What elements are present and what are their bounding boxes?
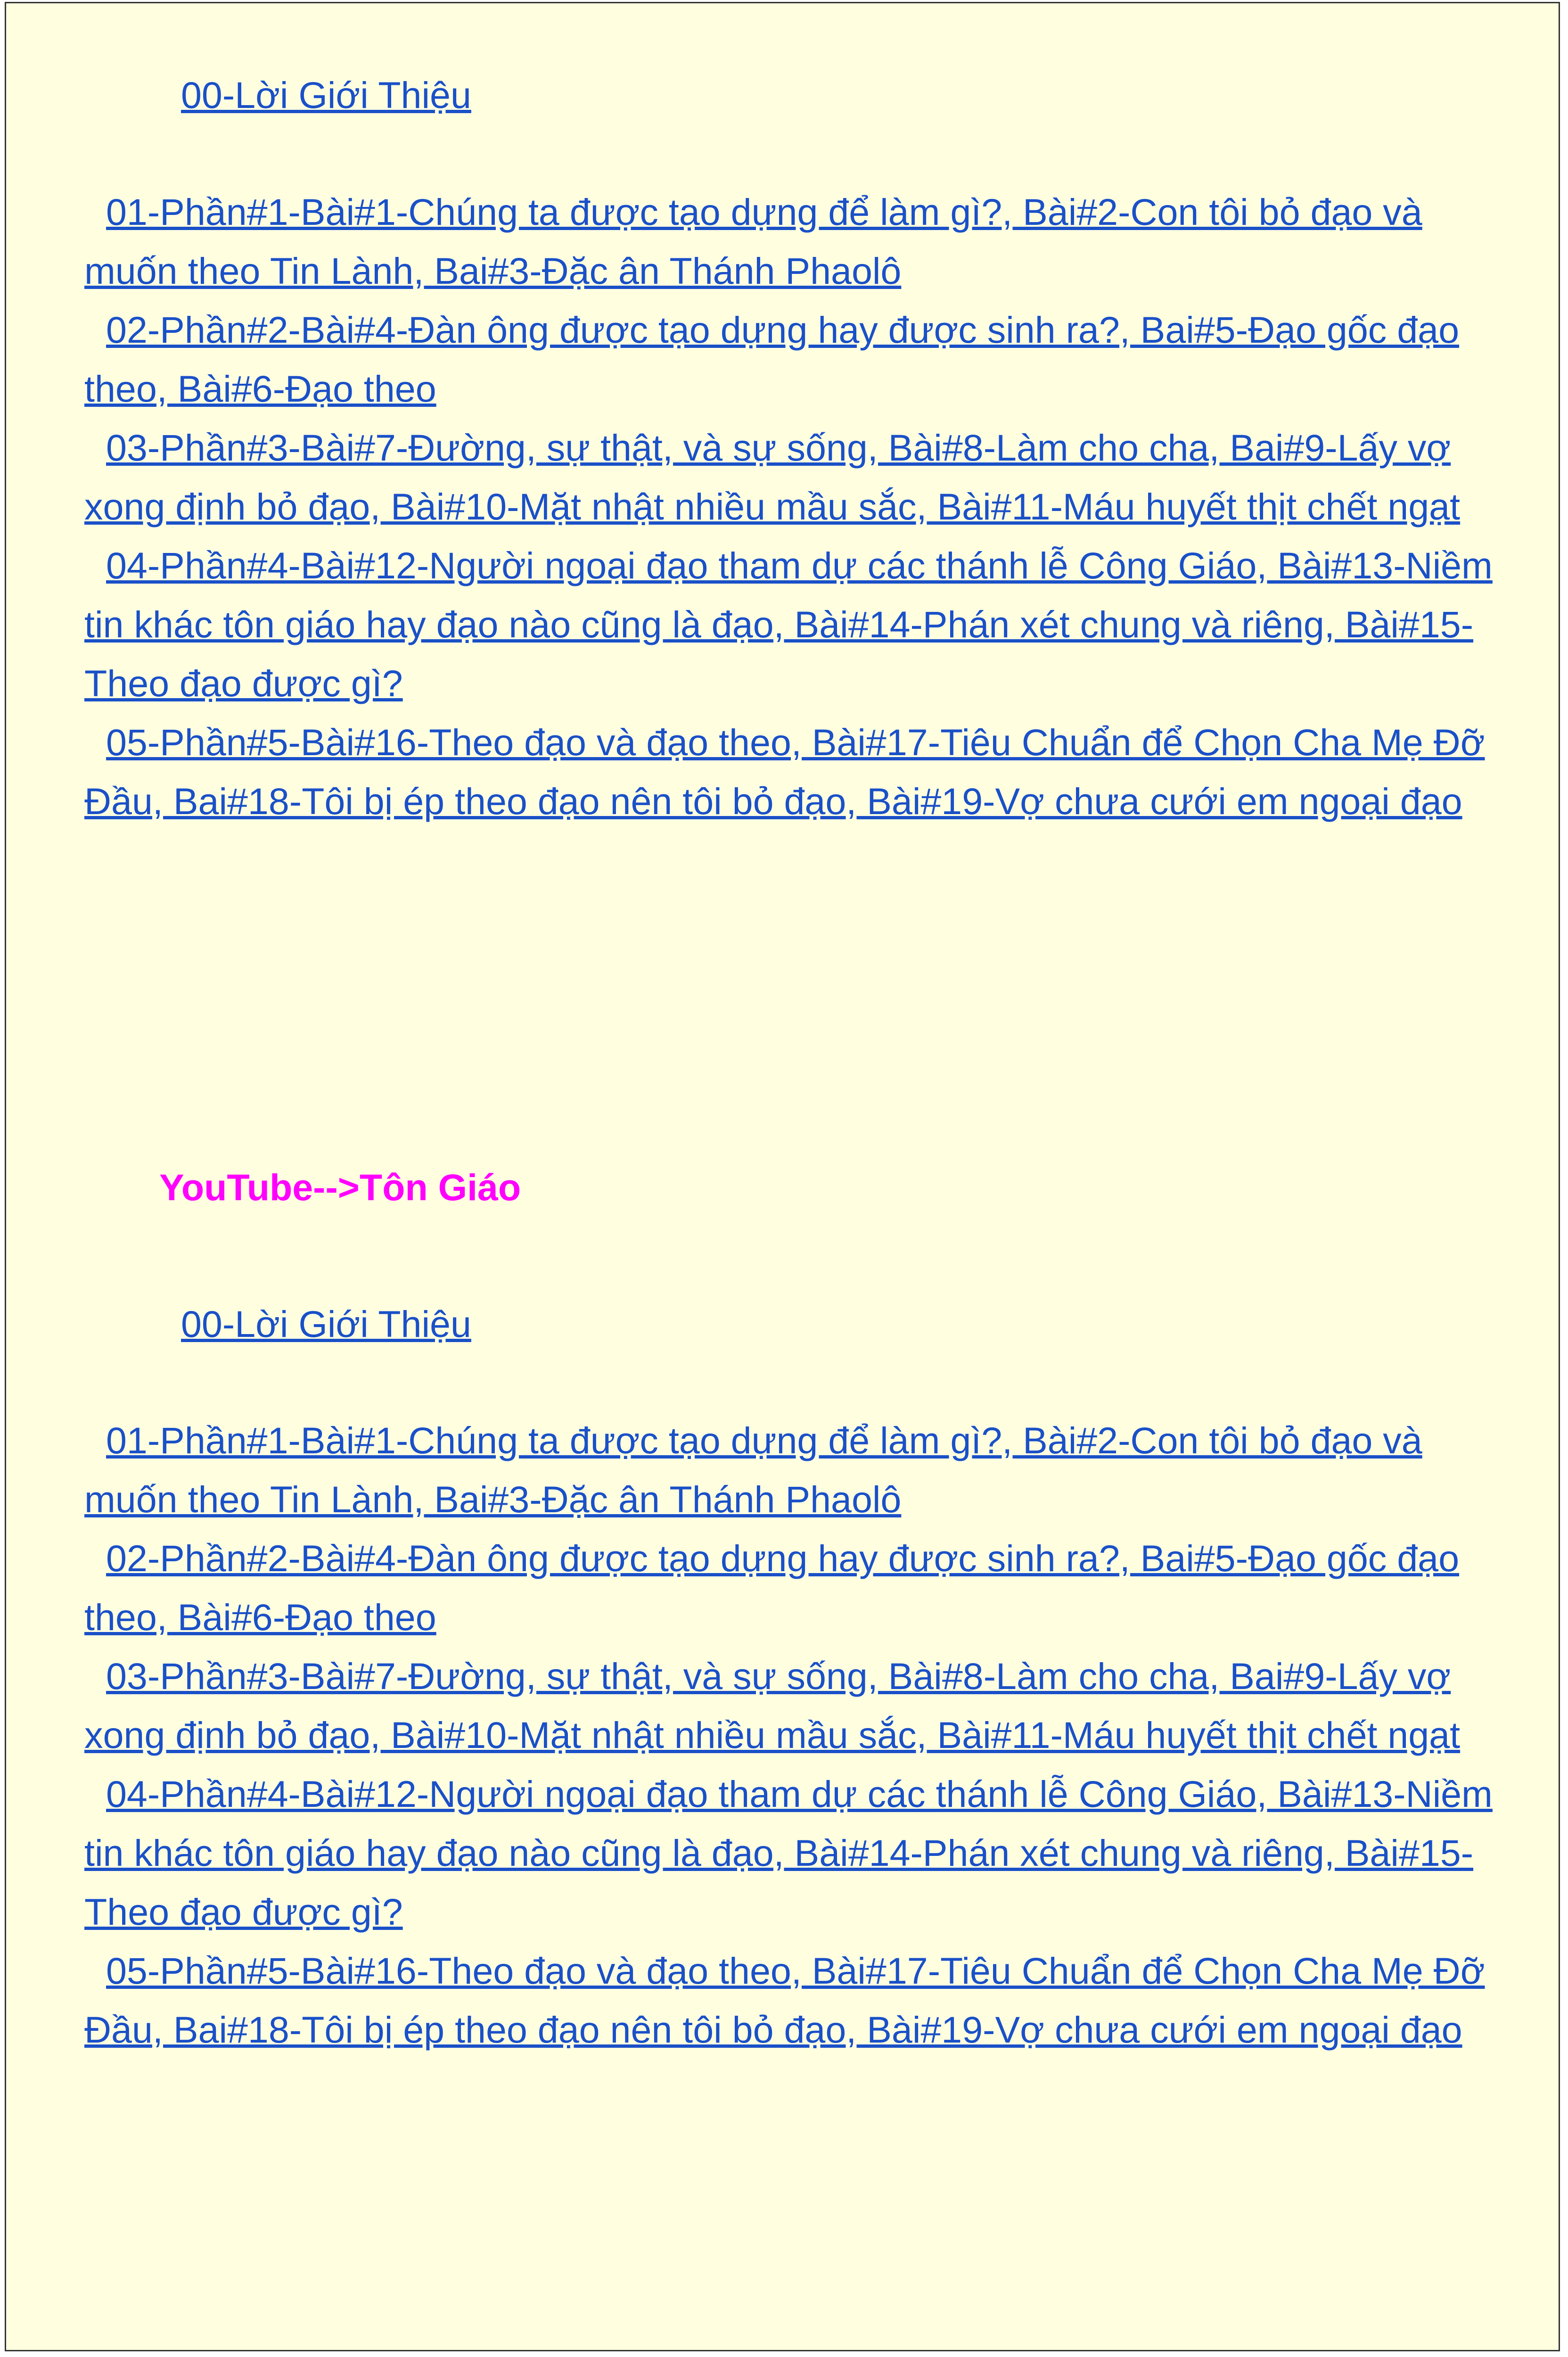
part-link-01[interactable]: 01-Phần#1-Bài#1-Chúng ta được tạo dựng để làm gì?, Bài#2-Con tôi bỏ đạo và muốn theo Tin Lành, Bai#3-Đặc ân Thánh Phaolô (84, 191, 1422, 292)
intro-link[interactable]: 00-Lời Giới Thiệu (181, 74, 471, 116)
part-link-04[interactable]: 04-Phần#4-Bài#12-Người ngoại đạo tham dự các thánh lễ Công Giáo, Bài#13-Niềm tin khác tôn giáo hay đạo nào cũng là đạo, Bài#14-Phán xét chung và riêng, Bài#15-Theo đạo được gì? (84, 544, 1493, 704)
part-link-03[interactable]: 03-Phần#3-Bài#7-Đường, sự thật, và sự sống, Bài#8-Làm cho cha, Bai#9-Lấy vợ xong định bỏ đạo, Bài#10-Mặt nhật nhiều mầu sắc, Bài#11-Máu huyết thịt chết ngạt (84, 427, 1461, 527)
part-link-05[interactable]: 05-Phần#5-Bài#16-Theo đạo và đạo theo, Bài#17-Tiêu Chuẩn để Chọn Cha Mẹ Đỡ Đầu, Bai#18-Tôi bị ép theo đạo nên tôi bỏ đạo, Bài#19-Vợ chưa cưới em ngoại đạo (84, 721, 1485, 822)
part-link-01[interactable]: 01-Phần#1-Bài#1-Chúng ta được tạo dựng để làm gì?, Bài#2-Con tôi bỏ đạo và muốn theo Tin Lành, Bai#3-Đặc ân Thánh Phaolô (84, 1419, 1422, 1520)
page-panel (5, 2, 1560, 2351)
part-list (84, 182, 1498, 831)
part-list (84, 1411, 1498, 2059)
part-link-04[interactable]: 04-Phần#4-Bài#12-Người ngoại đạo tham dự các thánh lễ Công Giáo, Bài#13-Niềm tin khác tôn giáo hay đạo nào cũng là đạo, Bài#14-Phán xét chung và riêng, Bài#15-Theo đạo được gì? (84, 1773, 1493, 1933)
intro-link[interactable]: 00-Lời Giới Thiệu (181, 1303, 471, 1345)
part-link-02[interactable]: 02-Phần#2-Bài#4-Đàn ông được tạo dựng hay được sinh ra?, Bai#5-Đạo gốc đạo theo, Bài#6-Đạo theo (84, 1537, 1460, 1638)
part-link-05[interactable]: 05-Phần#5-Bài#16-Theo đạo và đạo theo, Bài#17-Tiêu Chuẩn để Chọn Cha Mẹ Đỡ Đầu, Bai#18-Tôi bị ép theo đạo nên tôi bỏ đạo, Bài#19-Vợ chưa cưới em ngoại đạo (84, 1950, 1485, 2051)
part-link-03[interactable]: 03-Phần#3-Bài#7-Đường, sự thật, và sự sống, Bài#8-Làm cho cha, Bai#9-Lấy vợ xong định bỏ đạo, Bài#10-Mặt nhật nhiều mầu sắc, Bài#11-Máu huyết thịt chết ngạt (84, 1655, 1461, 1756)
youtube-religion-heading: YouTube-->Tôn Giáo (159, 1166, 521, 1208)
part-link-02[interactable]: 02-Phần#2-Bài#4-Đàn ông được tạo dựng hay được sinh ra?, Bai#5-Đạo gốc đạo theo, Bài#6-Đạo theo (84, 309, 1460, 410)
